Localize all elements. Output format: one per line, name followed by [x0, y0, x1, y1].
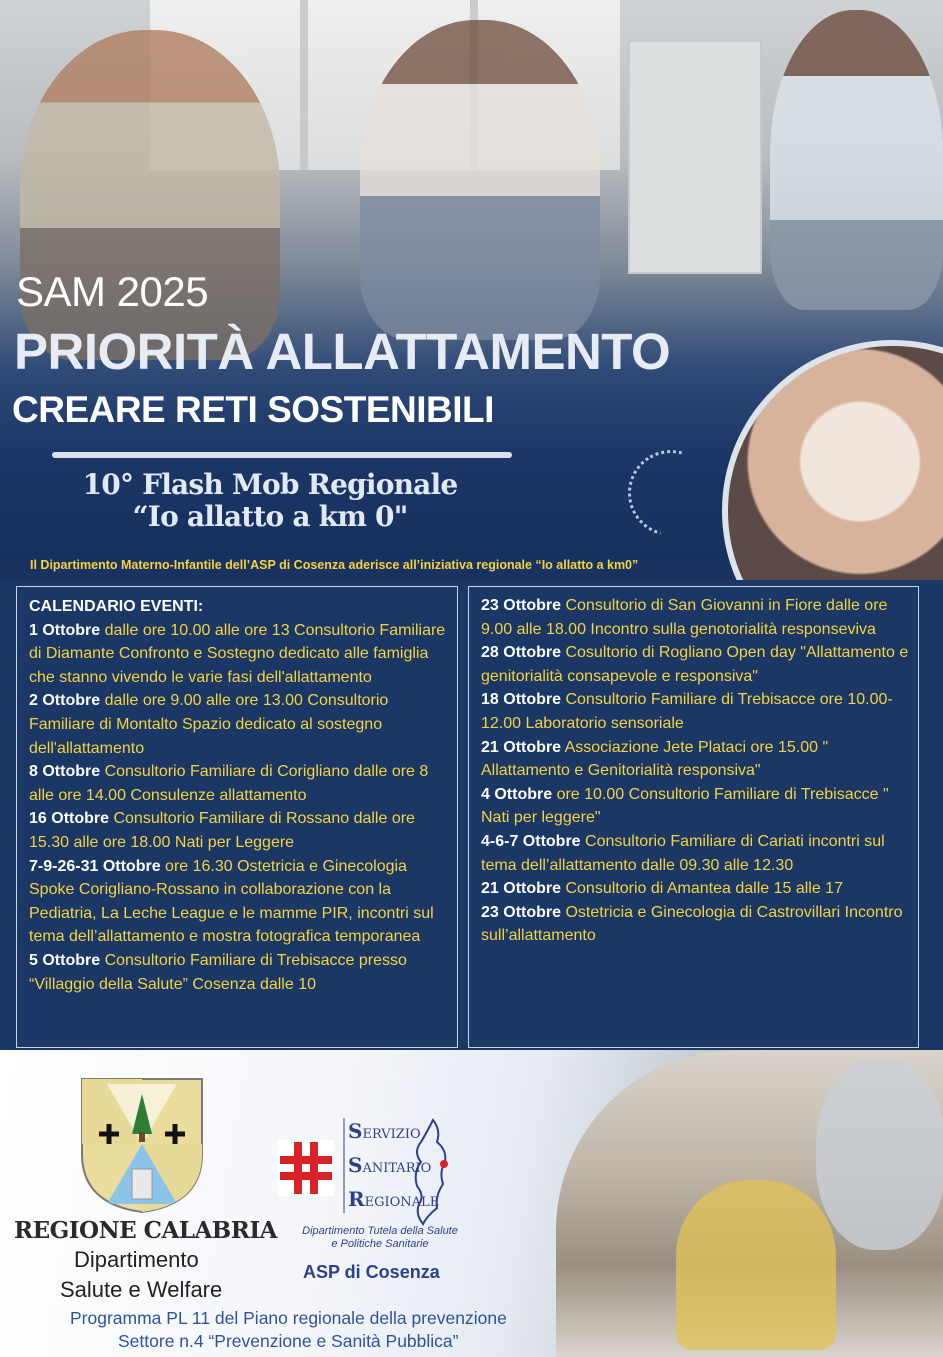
event-item [29, 619, 449, 690]
events-box-left [16, 586, 458, 1048]
event-item [29, 855, 449, 949]
department-line-2: Salute e Welfare [60, 1277, 223, 1302]
asp-cosenza-label: ASP di Cosenza [303, 1262, 440, 1282]
event-date: 7-9-26-31 Ottobre [29, 857, 161, 875]
event-date: 5 Ottobre [29, 951, 101, 969]
event-date: 4-6-7 Ottobre [481, 832, 581, 850]
event-date: 1 Ottobre [29, 621, 101, 639]
event-date: 18 Ottobre [481, 691, 562, 709]
event-item [29, 807, 449, 854]
title-divider [52, 452, 512, 458]
mother-figure-right [770, 10, 943, 310]
flash-mob-line-1: 10° Flash Mob Regionale [82, 468, 458, 501]
event-item [481, 641, 910, 688]
regione-calabria-coat-of-arms-icon [77, 1074, 207, 1214]
event-description: ore 10.00 Consultorio Familiare di Trebisacce " Nati per leggere" [481, 785, 889, 827]
event-date: 21 Ottobre [481, 738, 562, 756]
department-line-1: Dipartimento [74, 1247, 199, 1272]
child-figure [676, 1180, 836, 1350]
event-date: 21 Ottobre [481, 880, 562, 898]
event-description: dalle ore 9.00 alle ore 13.00 Consultorio Familiare di Montalto Spazio dedicato al sostegno dell'allattamento [29, 692, 389, 757]
events-list-left [29, 595, 449, 996]
kicker-sam-2025: SAM 2025 [16, 268, 209, 315]
event-item [481, 594, 910, 641]
mother-figure-center [360, 20, 600, 340]
ssr-line-regionale: REGIONALE [348, 1187, 440, 1211]
intro-text: Il Dipartimento Materno-Infantile dell’ASP di Cosenza aderisce all’iniziativa regionale “Io allatto a km0” [30, 558, 639, 572]
event-date: 2 Ottobre [29, 692, 101, 710]
event-item [481, 688, 910, 735]
playroom-photo [556, 1050, 943, 1357]
event-item [29, 689, 449, 760]
event-item [29, 760, 449, 807]
events-list-right [481, 594, 910, 948]
program-line-2: Settore n.4 “Prevenzione e Sanità Pubblica” [118, 1331, 459, 1351]
tutela-line-2: e Politiche Sanitarie [331, 1238, 429, 1250]
event-description: Associazione Jete Plataci ore 15.00 " Allattamento e Genitorialità responsiva" [481, 738, 829, 780]
event-description: Consultorio Familiare di Rossano dalle ore 15.30 alle ore 18.00 Nati per Leggere [29, 810, 415, 851]
tutela-department [285, 1225, 475, 1251]
event-description: ore 16.30 Ostetricia e Ginecologia Spoke Corigliano-Rossano in collaborazione con la Pediatria, La Leche League e le mamme PIR, incontri sul tema dell’allattamento e mostra fotografica temporanea [29, 857, 434, 946]
event-description: Cosultorio di Rogliano Open day "Allattamento e genitorialità consapevole e responsiva" [481, 644, 909, 685]
event-date: 16 Ottobre [29, 810, 110, 828]
calendar-title: CALENDARIO EVENTI: [29, 598, 204, 615]
event-item [481, 901, 910, 948]
flash-mob-heading [60, 469, 480, 533]
program-line-1: Programma PL 11 del Piano regionale della prevenzione [70, 1308, 507, 1328]
page-title: PRIORITÀ ALLATTAMENTO [14, 323, 671, 380]
flash-mob-line-2: “Io allatto a km 0" [132, 500, 408, 533]
event-item [481, 877, 910, 901]
event-description: Consultorio Familiare di Trebisacce ore 10.00-12.00 Laboratorio sensoriale [481, 691, 893, 732]
event-item [481, 830, 910, 877]
event-item [481, 736, 910, 783]
mother-figure [816, 1060, 943, 1250]
background-shelf [628, 40, 762, 274]
ssr-line-servizio: SERVIZIO [348, 1119, 421, 1143]
event-item [481, 783, 910, 830]
event-date: 8 Ottobre [29, 763, 101, 781]
event-description: Consultorio Familiare di Cariati incontri sul tema dell’allattamento dalle 09.30 alle 12.30 [481, 832, 885, 874]
event-description: dalle ore 10.00 alle ore 13 Consultorio Familiare di Diamante Confronto e Sostegno dedicato alle famiglia che stanno vivendo le varie fasi dell'allattamento [29, 621, 446, 686]
ssr-line-sanitario: SANITARIO [348, 1153, 432, 1177]
events-box-right [468, 586, 919, 1048]
event-description: Ostetricia e Ginecologia di Castrovillari Incontro sull’allattamento [481, 903, 903, 945]
event-date: 23 Ottobre [481, 597, 562, 614]
event-date: 4 Ottobre [481, 785, 553, 803]
tutela-line-1: Dipartimento Tutela della Salute [302, 1225, 458, 1237]
event-date: 23 Ottobre [481, 903, 562, 921]
event-description: Consultorio Familiare di Trebisacce presso “Villaggio della Salute” Cosenza dalle 10 [29, 951, 407, 993]
event-description: Consultorio di San Giovanni in Fiore dalle ore 9.00 alle 18.00 Incontro sulla genotorialità responseviva [481, 597, 888, 638]
event-date: 28 Ottobre [481, 644, 562, 662]
event-item [29, 949, 449, 996]
event-description: Consultorio di Amantea dalle 15 alle 17 [561, 880, 843, 898]
ssr-wordmark [348, 1116, 439, 1218]
region-name: REGIONE CALABRIA [14, 1217, 277, 1244]
event-description: Consultorio Familiare di Corigliano dalle ore 8 alle ore 14.00 Consulenze allattamento [29, 763, 429, 804]
page-subtitle: CREARE RETI SOSTENIBILI [12, 389, 494, 430]
